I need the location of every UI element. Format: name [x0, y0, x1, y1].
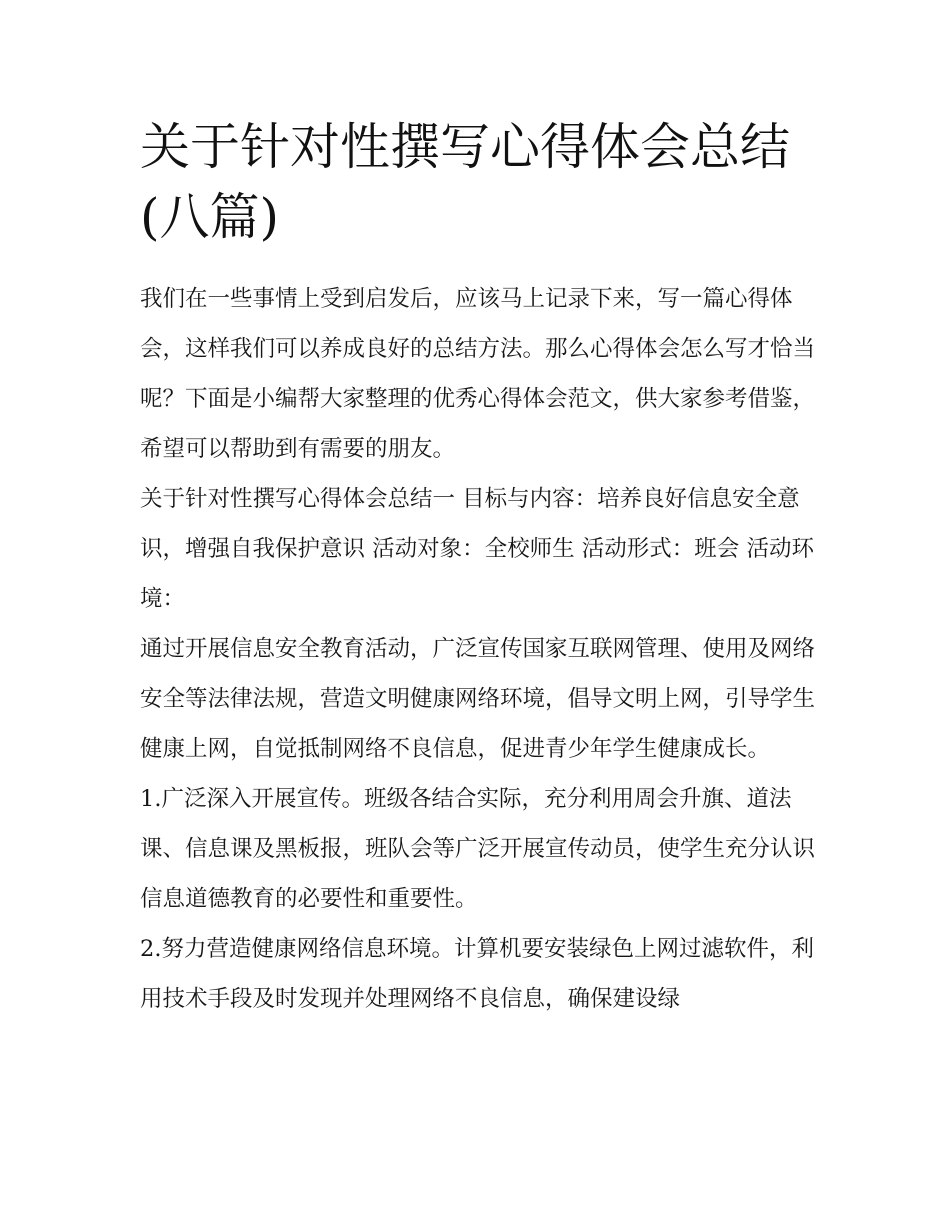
activity-description-paragraph: 通过开展信息安全教育活动，广泛宣传国家互联网管理、使用及网络安全等法律法规，营造文明健康网络环境，倡导文明上网，引导学生健康上网，自觉抵制网络不良信息，促进青少年学生健康成长。	[140, 636, 816, 762]
list-item-1: 1.广泛深入开展宣传。班级各结合实际，充分利用周会升旗、道法课、信息课及黑板报，班队会等广泛开展宣传动员，使学生充分认识信息道德教育的必要性和重要性。	[140, 786, 816, 912]
intro-paragraph: 我们在一些事情上受到启发后，应该马上记录下来，写一篇心得体会，这样我们可以养成良好的总结方法。那么心得体会怎么写才恰当呢？下面是小编帮大家整理的优秀心得体会范文，供大家参考借鉴，希望可以帮助到有需要的朋友。	[140, 286, 816, 462]
list-item-2: 2.努力营造健康网络信息环境。计算机要安装绿色上网过滤软件，利用技术手段及时发现并处理网络不良信息，确保建设绿	[140, 936, 814, 1012]
document-title: 关于针对性撰写心得体会总结(八篇)	[140, 118, 790, 246]
document-body	[140, 112, 820, 1024]
section-one-paragraph: 关于针对性撰写心得体会总结一 目标与内容：培养良好信息安全意识，增强自我保护意识 活动对象：全校师生 活动形式：班会 活动环境：	[140, 486, 814, 612]
